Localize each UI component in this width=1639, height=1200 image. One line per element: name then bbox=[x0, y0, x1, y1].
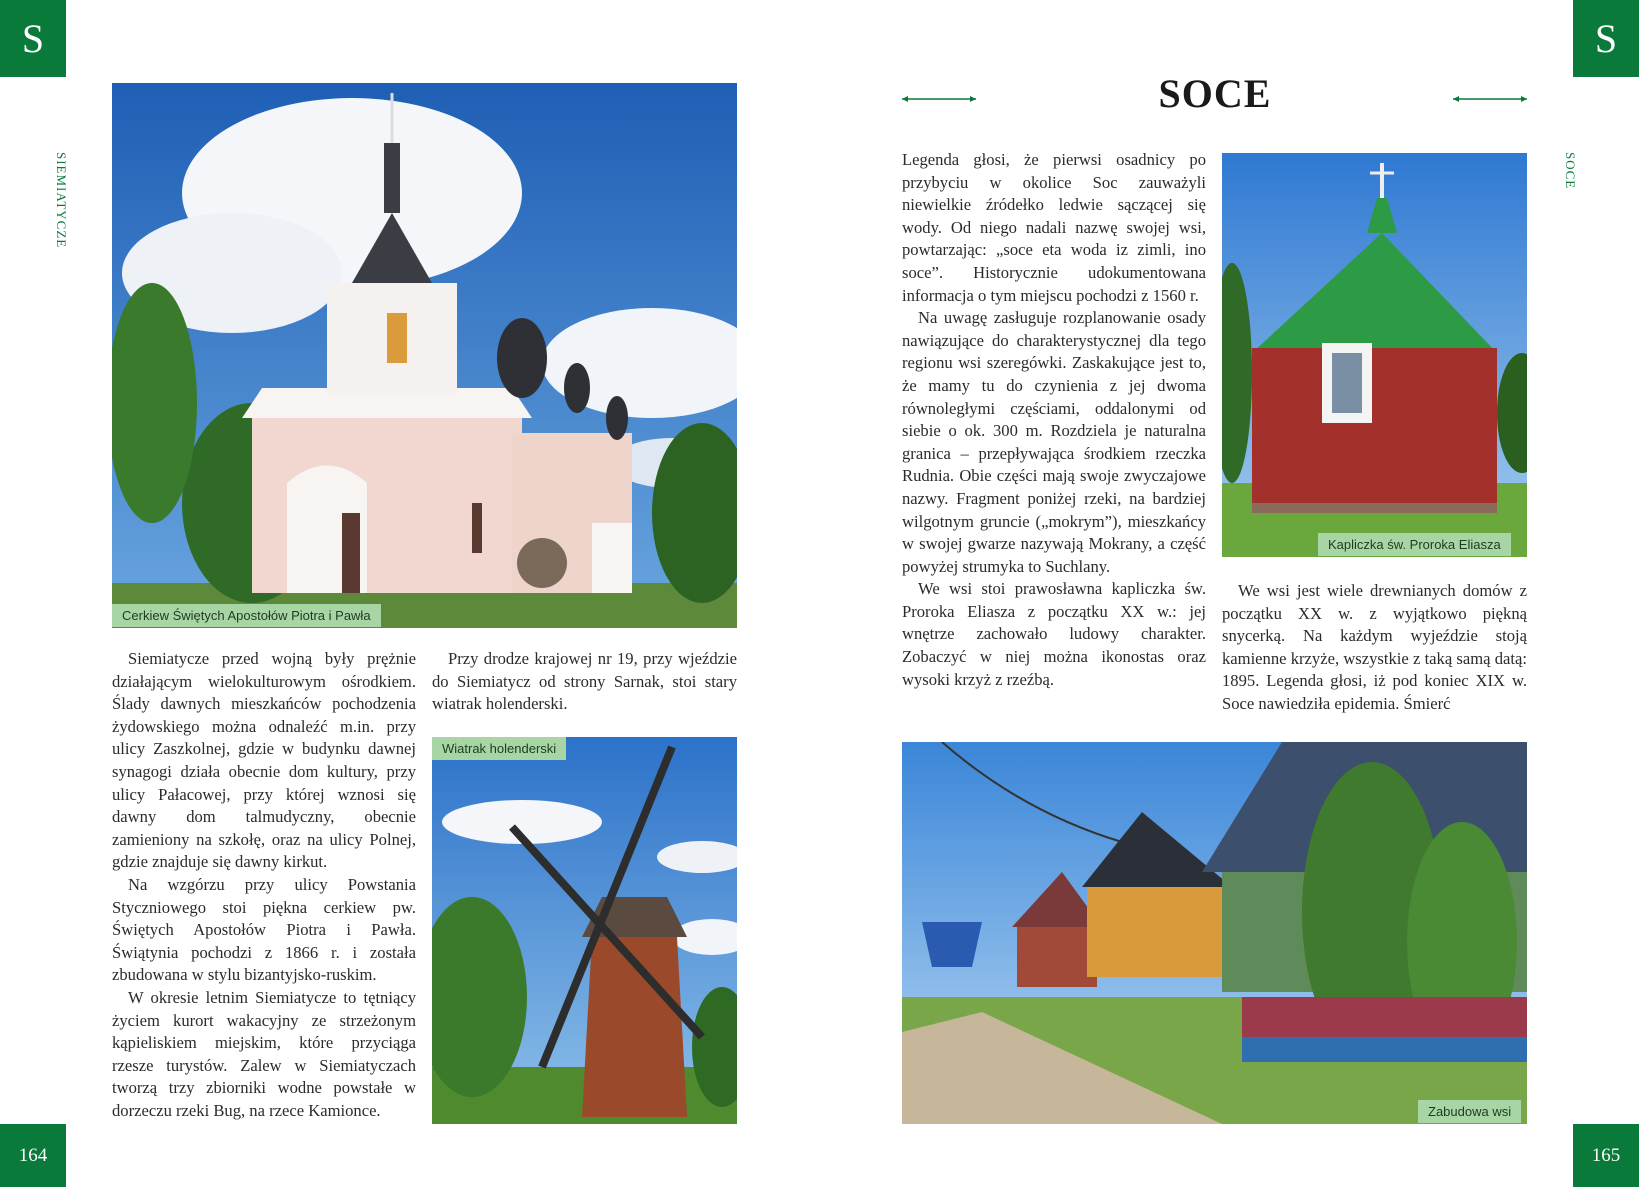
paragraph: We wsi jest wiele drewnianych domów z początku XX w. z wyjątkowo piękną snycerką. Na każdym wyjeździe stoją kamienne krzyże, wszystkie z taką samą datą: 1895. Legenda głosi, iż pod koniec XIX w. Soce nawiedziła epidemia. Śmierć bbox=[1222, 581, 1527, 713]
chapel-photo-caption: Kapliczka św. Proroka Eliasza bbox=[1318, 533, 1511, 556]
windmill-photo bbox=[432, 737, 737, 1124]
paragraph: Na uwagę zasługuje rozplanowanie osady nawiązujące do charakterystycznej dla tego regionu wsi szeregówki. Zaskakujące jest to, że mamy tu do czynienia z jej dwoma równoległymi częściami, oddalonymi od siebie o ok. 300 m. Rozdziela je naturalna granica – przepływająca środkiem rzeczka Rudnia. Obie części mają swoje zwyczajowe nazwy. Fragment poniżej rzeki, na bardziej wilgotnym gruncie („mokrym”), mieszkańcy w swojej gwarze nazywają Mokrany, a część powyżej strumyka to Suchlany. bbox=[902, 308, 1206, 576]
left-column-1 bbox=[112, 648, 416, 1122]
right-column-2 bbox=[1222, 580, 1527, 716]
windmill-photo-caption: Wiatrak holenderski bbox=[432, 737, 566, 760]
running-head-left: SIEMIATYCZE bbox=[54, 152, 69, 249]
section-tab-right: S bbox=[1573, 0, 1639, 77]
right-column-1 bbox=[902, 149, 1206, 691]
paragraph: W okresie letnim Siemiatycze to tętniący życiem kurort wakacyjny ze strzeżonym kąpieliskiem miejskim, które przyciąga rzesze turystów. Zalew w Siemiatyczach tworzą trzy zbiorniki wodne powstałe w dorzeczu rzeki Bug, na rzece Kamionce. bbox=[112, 987, 416, 1120]
page-title: SOCE bbox=[1158, 71, 1272, 116]
church-photo bbox=[112, 83, 737, 628]
title-ornament-right bbox=[1453, 94, 1527, 104]
village-photo bbox=[902, 742, 1527, 1124]
church-photo-caption: Cerkiew Świętych Apostołów Piotra i Pawła bbox=[112, 604, 381, 627]
title-ornament-left bbox=[902, 94, 976, 104]
paragraph: Legenda głosi, że pierwsi osadnicy po przybyciu w okolice Soc zauważyli niewielkie źródełko ledwie sączącej się wody. Od niego nadali nazwę swojej wsi, powtarzając: „soce eta woda iz zimli, ino soce”. Historycznie udokumentowana informacja o tym miejscu pochodzi z 1560 r. bbox=[902, 150, 1206, 305]
section-tab-left: S bbox=[0, 0, 66, 77]
chapel-photo bbox=[1222, 153, 1527, 557]
paragraph: Przy drodze krajowej nr 19, przy wjeździe do Siemiatycz od strony Sarnak, stoi stary wiatrak holenderski. bbox=[432, 649, 737, 714]
running-head-right: SOCE bbox=[1563, 152, 1578, 190]
paragraph: Siemiatycze przed wojną były prężnie działającym wielokulturowym ośrodkiem. Ślady dawnych mieszkańców pochodzenia żydowskiego można odnaleźć m.in. przy ulicy Zaszkolnej, gdzie w budynku dawnej synagogi działa obecnie dom kultury, przy ulicy Pałacowej, przy której wznosi się dawny dom talmudyczny, obecnie zamieniony na szkołę, oraz na ulicy Polnej, gdzie znajduje się dawny kirkut. bbox=[112, 649, 416, 872]
page-number-left: 164 bbox=[0, 1124, 66, 1187]
page-number-right: 165 bbox=[1573, 1124, 1639, 1187]
left-column-2 bbox=[432, 648, 737, 716]
village-photo-caption: Zabudowa wsi bbox=[1418, 1100, 1521, 1123]
paragraph: Na wzgórzu przy ulicy Powstania Styczniowego stoi piękna cerkiew pw. Świętych Apostołów Piotra i Pawła. Świątynia pochodzi z 1866 r. i została zbudowana w stylu bizantyjsko-ruskim. bbox=[112, 874, 416, 985]
paragraph: We wsi stoi prawosławna kapliczka św. Proroka Eliasza z początku XX w.: jej wnętrze zachowało ludowy charakter. Zobaczyć w niej można ikonostas oraz wysoki krzyż z rzeźbą. bbox=[902, 579, 1206, 689]
